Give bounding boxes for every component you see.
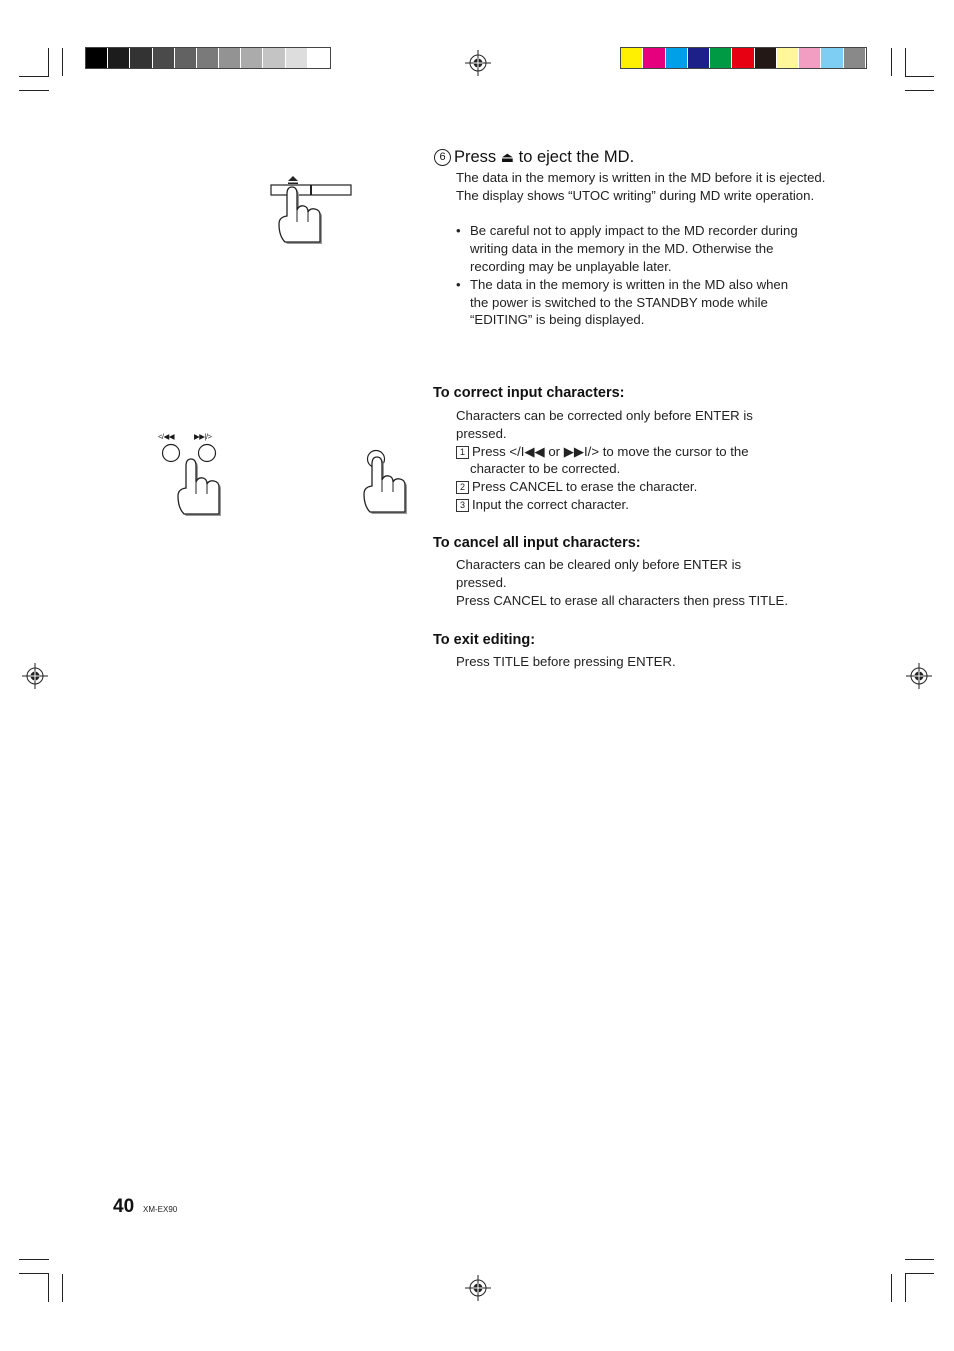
- correct-intro: Characters can be corrected only before ENTER is pressed.: [456, 408, 753, 441]
- color-swatch: [799, 48, 821, 68]
- correct-heading: To correct input characters:: [433, 385, 625, 401]
- step-number: 1: [456, 446, 469, 459]
- cancel-all-para-1: Characters can be cleared only before ENTER is pressed.: [456, 557, 742, 590]
- step-6-title-before: Press: [454, 148, 497, 166]
- registration-mark-icon: [906, 663, 932, 689]
- cancel-all-body: [456, 556, 826, 609]
- color-swatch: [286, 48, 308, 68]
- color-swatch: [130, 48, 152, 68]
- correct-step-1-cont: character to be corrected.: [470, 461, 621, 477]
- registration-mark-icon: [465, 50, 491, 76]
- step-6-title: [434, 148, 634, 167]
- prev-button-label: </◀◀: [158, 432, 174, 441]
- color-swatch: [688, 48, 710, 68]
- exit-heading: To exit editing:: [433, 632, 536, 648]
- color-swatch: [643, 48, 665, 68]
- color-swatch: [241, 48, 263, 68]
- color-swatch: [732, 48, 754, 68]
- page-number: 40: [113, 1196, 135, 1217]
- cancel-all-para-2: Press CANCEL to erase all characters then press TITLE.: [456, 592, 789, 608]
- pointing-hand-icon: [265, 172, 360, 252]
- correct-step-1: 1 Press </I◀◀ or ▶▶I/> to move the cursor to the: [456, 443, 796, 461]
- next-button-label: ▶▶|/>: [194, 432, 212, 441]
- color-swatch: [821, 48, 843, 68]
- color-swatch: [153, 48, 175, 68]
- color-swatch: [710, 48, 732, 68]
- color-swatch: [777, 48, 799, 68]
- step-number: 3: [456, 499, 469, 512]
- correct-step-3: 3 Input the correct character.: [456, 496, 796, 514]
- step-6-title-after: to eject the MD.: [518, 148, 635, 166]
- color-swatch: [263, 48, 285, 68]
- skip-buttons-illustration: [150, 430, 240, 520]
- cancel-button-illustration: [350, 440, 420, 520]
- color-swatch: [755, 48, 777, 68]
- eject-illustration: [265, 172, 360, 252]
- exit-body: Press TITLE before pressing ENTER.: [456, 654, 676, 669]
- list-item: • Be careful not to apply impact to the MD recorder during writing data in the memory in the MD. Otherwise the recording may be unplayable later.: [456, 222, 806, 275]
- color-swatch: [219, 48, 241, 68]
- correct-step-2: 2 Press CANCEL to erase the character.: [456, 478, 796, 496]
- color-swatch: [197, 48, 219, 68]
- color-bar: [620, 47, 867, 69]
- step-6-para-1: The data in the memory is written in the MD before it is ejected.: [456, 170, 826, 185]
- color-swatch: [666, 48, 688, 68]
- registration-mark-icon: [22, 663, 48, 689]
- list-item: • The data in the memory is written in the MD also when the power is switched to the STANDBY mode while “EDITING” is being displayed.: [456, 276, 806, 329]
- color-swatch: [175, 48, 197, 68]
- step-6-body: [456, 169, 826, 329]
- eject-symbol-icon: ⏏: [500, 149, 515, 165]
- step-6-para-2: The display shows “UTOC writing” during MD write operation.: [456, 187, 815, 203]
- pointing-hand-icon: [150, 430, 240, 520]
- color-swatch: [108, 48, 130, 68]
- correct-body: [456, 407, 796, 514]
- grayscale-bar: [85, 47, 331, 69]
- step-6-bullets: [456, 222, 806, 329]
- pointing-hand-icon: [350, 440, 420, 520]
- color-swatch: [844, 48, 866, 68]
- step-number: 6: [434, 149, 451, 166]
- model-name: XM-EX90: [143, 1205, 178, 1214]
- cancel-all-heading: To cancel all input characters:: [433, 535, 641, 551]
- color-swatch: [308, 48, 330, 68]
- step-number: 2: [456, 481, 469, 494]
- color-swatch: [86, 48, 108, 68]
- registration-mark-icon: [465, 1275, 491, 1301]
- color-swatch: [621, 48, 643, 68]
